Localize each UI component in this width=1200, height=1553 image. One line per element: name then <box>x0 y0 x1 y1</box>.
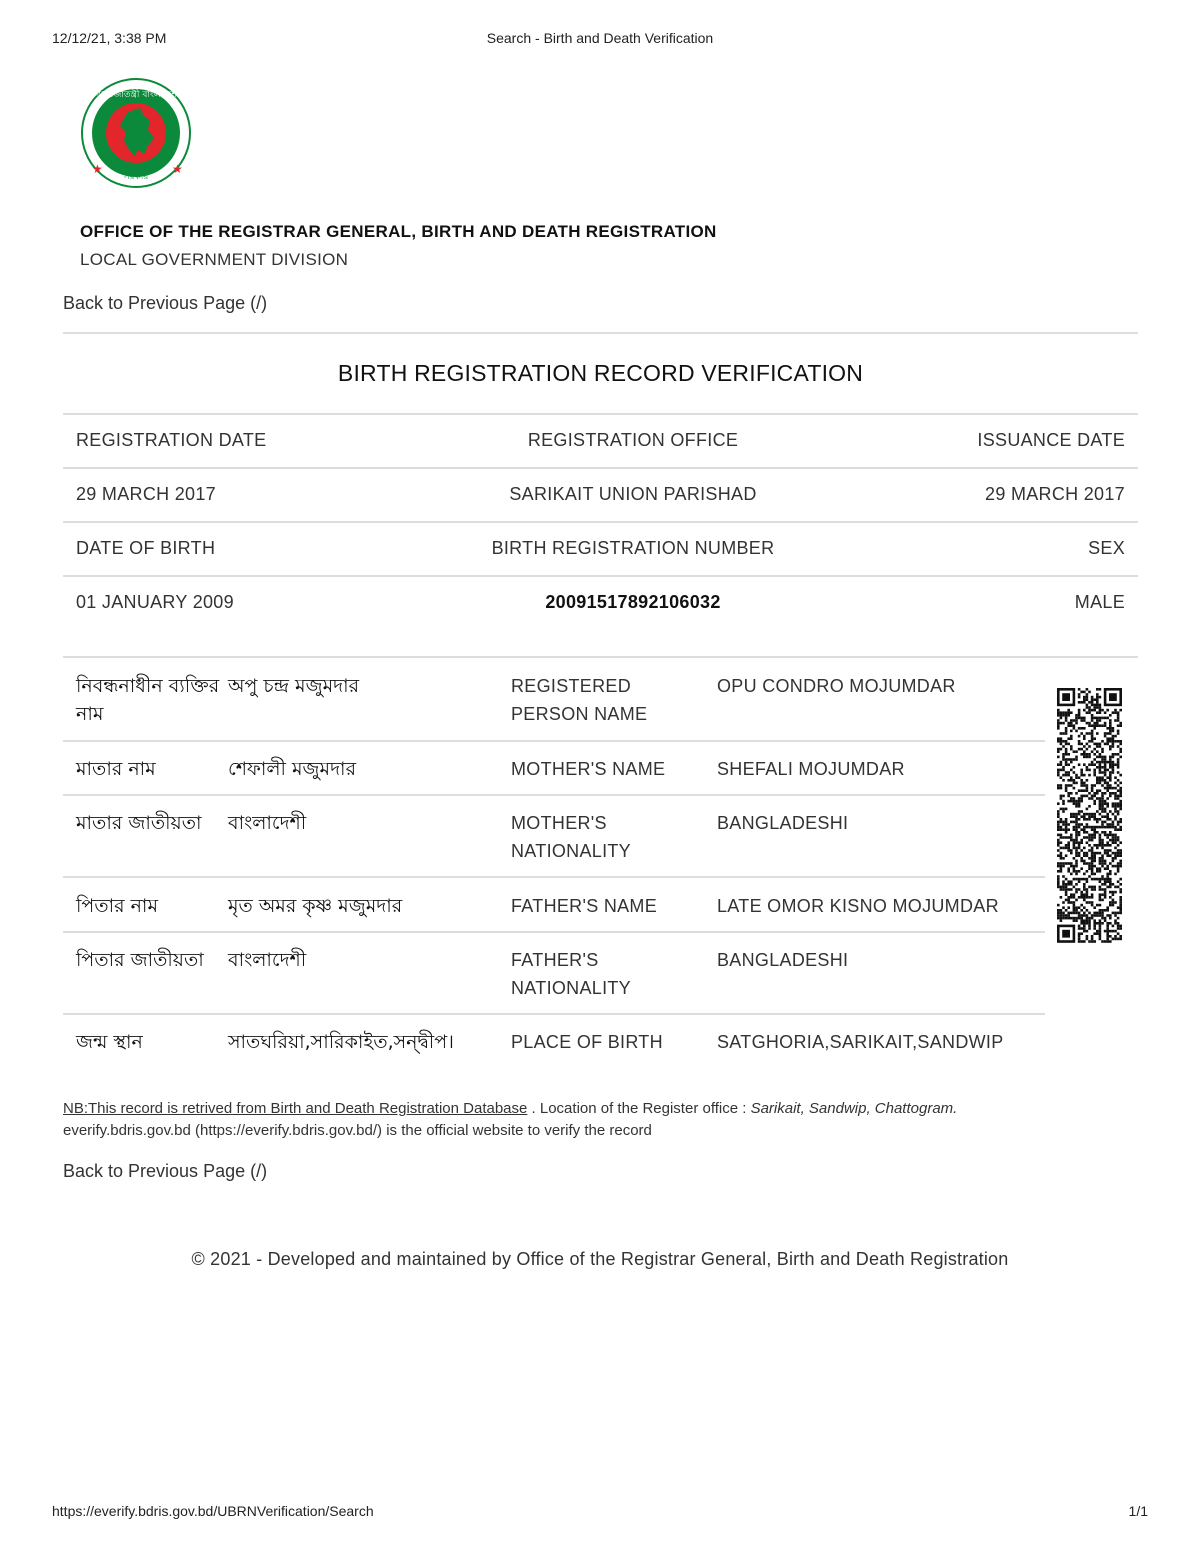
birth-registration-number-label: BIRTH REGISTRATION NUMBER <box>491 538 775 558</box>
bn-label: জন্ম স্থান <box>76 1031 143 1053</box>
summary-header-row <box>63 523 1138 575</box>
registration-office-value: SARIKAIT UNION PARISHAD <box>509 484 757 504</box>
bn-label: মাতার নাম <box>76 758 156 780</box>
qr-code-icon <box>1057 688 1122 944</box>
bn-value: অপু চন্দ্র মজুমদার <box>228 675 360 697</box>
registration-office-label: REGISTRATION OFFICE <box>527 430 739 450</box>
bn-value: শেফালী মজুমদার <box>228 758 357 780</box>
divider <box>63 656 1138 658</box>
date-of-birth-value: 01 JANUARY 2009 <box>76 592 234 612</box>
print-timestamp: 12/12/21, 3:38 PM <box>52 30 167 46</box>
print-url: https://everify.bdris.gov.bd/UBRNVerification/Search <box>52 1503 374 1519</box>
en-value: SATGHORIA,SARIKAIT,SANDWIP <box>717 1032 1004 1052</box>
svg-text:★: ★ <box>172 162 183 176</box>
print-page-number: 1/1 <box>1128 1503 1148 1519</box>
bn-value: সাতঘরিয়া,সারিকাইত,সন্দ্বীপ। <box>228 1031 454 1053</box>
svg-text:★: ★ <box>92 162 103 176</box>
bn-label: নিবন্ধনাধীন ব্যক্তির নাম <box>76 675 220 725</box>
summary-value-row <box>63 469 1138 521</box>
detail-row-place-of-birth <box>63 1028 1045 1066</box>
detail-row-father-name <box>63 892 1045 930</box>
en-value: SHEFALI MOJUMDAR <box>717 759 905 779</box>
sex-label: SEX <box>1088 538 1125 558</box>
record-note <box>63 1098 1138 1142</box>
divider <box>63 876 1045 878</box>
register-office-location: Sarikait, Sandwip, Chattogram. <box>750 1100 958 1117</box>
office-subtitle: LOCAL GOVERNMENT DIVISION <box>80 250 349 269</box>
en-label: MOTHER'S NATIONALITY <box>511 813 631 861</box>
print-footer <box>52 1503 1148 1523</box>
nb-text: NB:This record is retrived from Birth and Death Registration Database <box>63 1100 528 1117</box>
divider <box>63 332 1138 334</box>
bn-label: মাতার জাতীয়তা <box>76 812 202 834</box>
official-website-note: everify.bdris.gov.bd (https://everify.bdris.gov.bd/) is the official website to verify the record <box>63 1122 652 1139</box>
bn-label: পিতার নাম <box>76 895 158 917</box>
en-label: REGISTERED PERSON NAME <box>511 676 648 724</box>
en-value: OPU CONDRO MOJUMDAR <box>717 676 956 696</box>
detail-row-registered-person <box>63 672 1045 738</box>
page-heading: BIRTH REGISTRATION RECORD VERIFICATION <box>337 360 864 386</box>
issuance-date-value: 29 MARCH 2017 <box>985 484 1125 504</box>
location-prefix: . Location of the Register office : <box>527 1100 751 1117</box>
bn-value: বাংলাদেশী <box>228 949 307 971</box>
birth-registration-number-value: 20091517892106032 <box>545 592 721 612</box>
en-value: BANGLADESHI <box>717 813 849 833</box>
divider <box>63 794 1045 796</box>
print-page-title: Search - Birth and Death Verification <box>486 30 714 46</box>
government-seal-icon <box>78 78 194 188</box>
issuance-date-label: ISSUANCE DATE <box>977 430 1125 450</box>
registration-date-value: 29 MARCH 2017 <box>76 484 216 504</box>
bn-value: বাংলাদেশী <box>228 812 307 834</box>
copyright-text: © 2021 - Developed and maintained by Office of the Registrar General, Birth and Death Registration <box>191 1249 1009 1269</box>
bn-label: পিতার জাতীয়তা <box>76 949 204 971</box>
print-header <box>52 30 1148 50</box>
seal-bottom-text: সরকার <box>123 172 149 182</box>
divider <box>63 1013 1045 1015</box>
en-value: LATE OMOR KISNO MOJUMDAR <box>717 896 999 916</box>
en-label: FATHER'S NAME <box>511 896 658 916</box>
seal-arc-text: গণপ্রজাতন্ত্রী বাংলাদেশ <box>95 90 177 100</box>
summary-value-row <box>63 577 1138 629</box>
en-label: MOTHER'S NAME <box>511 759 666 779</box>
back-to-previous-link[interactable]: Back to Previous Page (/) <box>63 1161 268 1181</box>
divider <box>63 740 1045 742</box>
detail-row-mother-name <box>63 755 1045 793</box>
en-label: FATHER'S NATIONALITY <box>511 950 631 998</box>
en-value: BANGLADESHI <box>717 950 849 970</box>
sex-value: MALE <box>1074 592 1125 612</box>
registration-date-label: REGISTRATION DATE <box>76 430 267 450</box>
detail-row-mother-nationality <box>63 809 1045 875</box>
date-of-birth-label: DATE OF BIRTH <box>76 538 216 558</box>
en-label: PLACE OF BIRTH <box>511 1032 663 1052</box>
bn-value: মৃত অমর কৃষ্ণ মজুমদার <box>228 895 403 917</box>
summary-header-row <box>63 415 1138 467</box>
office-title: OFFICE OF THE REGISTRAR GENERAL, BIRTH AND DEATH REGISTRATION <box>80 222 717 241</box>
detail-row-father-nationality <box>63 946 1045 1012</box>
divider <box>63 931 1045 933</box>
back-to-previous-link[interactable]: Back to Previous Page (/) <box>63 293 268 313</box>
